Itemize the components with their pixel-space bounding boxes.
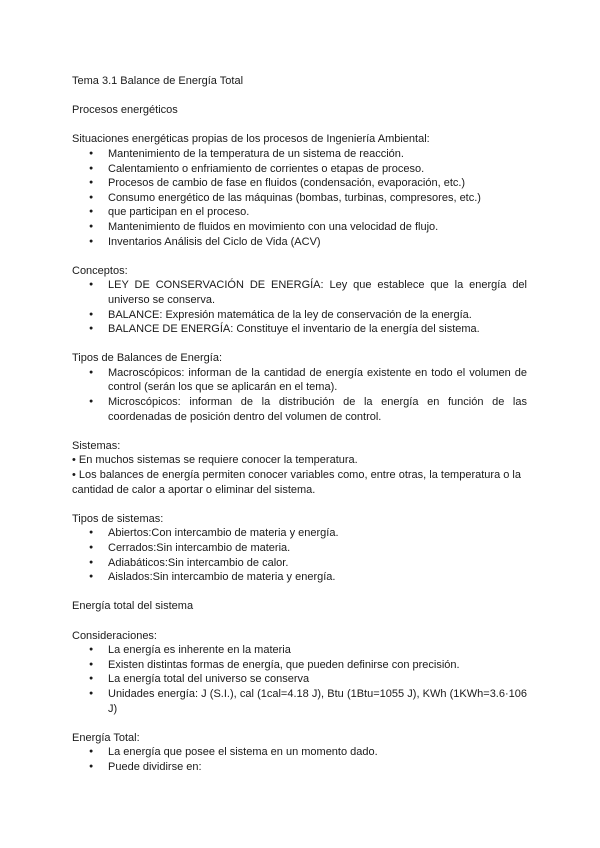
tipos-sistemas-heading: Tipos de sistemas: — [72, 512, 164, 525]
situaciones-list — [72, 147, 527, 249]
list-item: ● Existen distintas formas de energía, que pueden definirse con precisión. — [72, 658, 527, 673]
energia-total-sistema-heading: Energía total del sistema — [72, 600, 194, 613]
list-item: ● La energía es inherente en la materia — [72, 643, 527, 658]
tipos-sistemas-list — [72, 526, 527, 584]
list-item: ● Cerrados:Sin intercambio de materia. — [72, 541, 527, 556]
list-item: ● Consumo energético de las máquinas (bombas, turbinas, compresores, etc.) — [72, 191, 527, 206]
list-item: ● La energía total del universo se conserva — [72, 672, 527, 687]
list-item: ● BALANCE: Expresión matemática de la ley de conservación de la energía. — [72, 308, 527, 323]
list-item: ● BALANCE DE ENERGÍA: Constituye el inventario de la energía del sistema. — [72, 322, 527, 337]
list-item: ● Inventarios Análisis del Ciclo de Vida (ACV) — [72, 235, 527, 250]
document-title: Tema 3.1 Balance de Energía Total — [72, 75, 244, 87]
sistemas-heading: Sistemas: — [72, 439, 121, 452]
conceptos-list — [72, 278, 527, 336]
list-item: ● Abiertos:Con intercambio de materia y energía. — [72, 526, 527, 541]
list-item: ● Aislados:Sin intercambio de materia y energía. — [72, 570, 527, 585]
section-heading-procesos: Procesos energéticos — [72, 104, 178, 117]
tipos-balances-list — [72, 366, 527, 424]
energia-total-heading: Energía Total: — [72, 731, 140, 744]
list-item: ● Adiabáticos:Sin intercambio de calor. — [72, 556, 527, 571]
list-item: ● Procesos de cambio de fase en fluidos (condensación, evaporación, etc.) — [72, 176, 527, 191]
list-item: ● que participan en el proceso. — [72, 205, 527, 220]
list-item: ● LEY DE CONSERVACIÓN DE ENERGÍA: Ley que establece que la energía del universo se conserva. — [72, 278, 527, 307]
conceptos-heading: Conceptos: — [72, 264, 128, 277]
list-item: ● Macroscópicos: informan de la cantidad de energía existente en todo el volumen de control (serán los que se aplicarán en el tema). — [72, 366, 527, 395]
list-item: ● La energía que posee el sistema en un momento dado. — [72, 745, 527, 760]
situaciones-intro: Situaciones energéticas propias de los procesos de Ingeniería Ambiental: — [72, 133, 430, 146]
document-body — [72, 74, 527, 775]
energia-total-list — [72, 745, 527, 774]
consideraciones-list — [72, 643, 527, 716]
sistemas-line-2: • Los balances de energía permiten conocer variables como, entre otras, la temperatura o la cantidad de calor a aportar o eliminar del sistema. — [72, 469, 521, 496]
list-item: ● Unidades energía: J (S.I.), cal (1cal=4.18 J), Btu (1Btu=1055 J), KWh (1KWh=3.6·106 J) — [72, 687, 527, 716]
list-item: ● Mantenimiento de la temperatura de un sistema de reacción. — [72, 147, 527, 162]
sistemas-line-1: • En muchos sistemas se requiere conocer la temperatura. — [72, 454, 358, 467]
consideraciones-heading: Consideraciones: — [72, 629, 157, 642]
list-item: ● Microscópicos: informan de la distribución de la energía en función de las coordenadas de posición dentro del volumen de control. — [72, 395, 527, 424]
tipos-balances-heading: Tipos de Balances de Energía: — [72, 352, 223, 365]
list-item: ● Puede dividirse en: — [72, 760, 527, 775]
list-item: ● Calentamiento o enfriamiento de corrientes o etapas de proceso. — [72, 162, 527, 177]
list-item: ● Mantenimiento de fluidos en movimiento con una velocidad de flujo. — [72, 220, 527, 235]
